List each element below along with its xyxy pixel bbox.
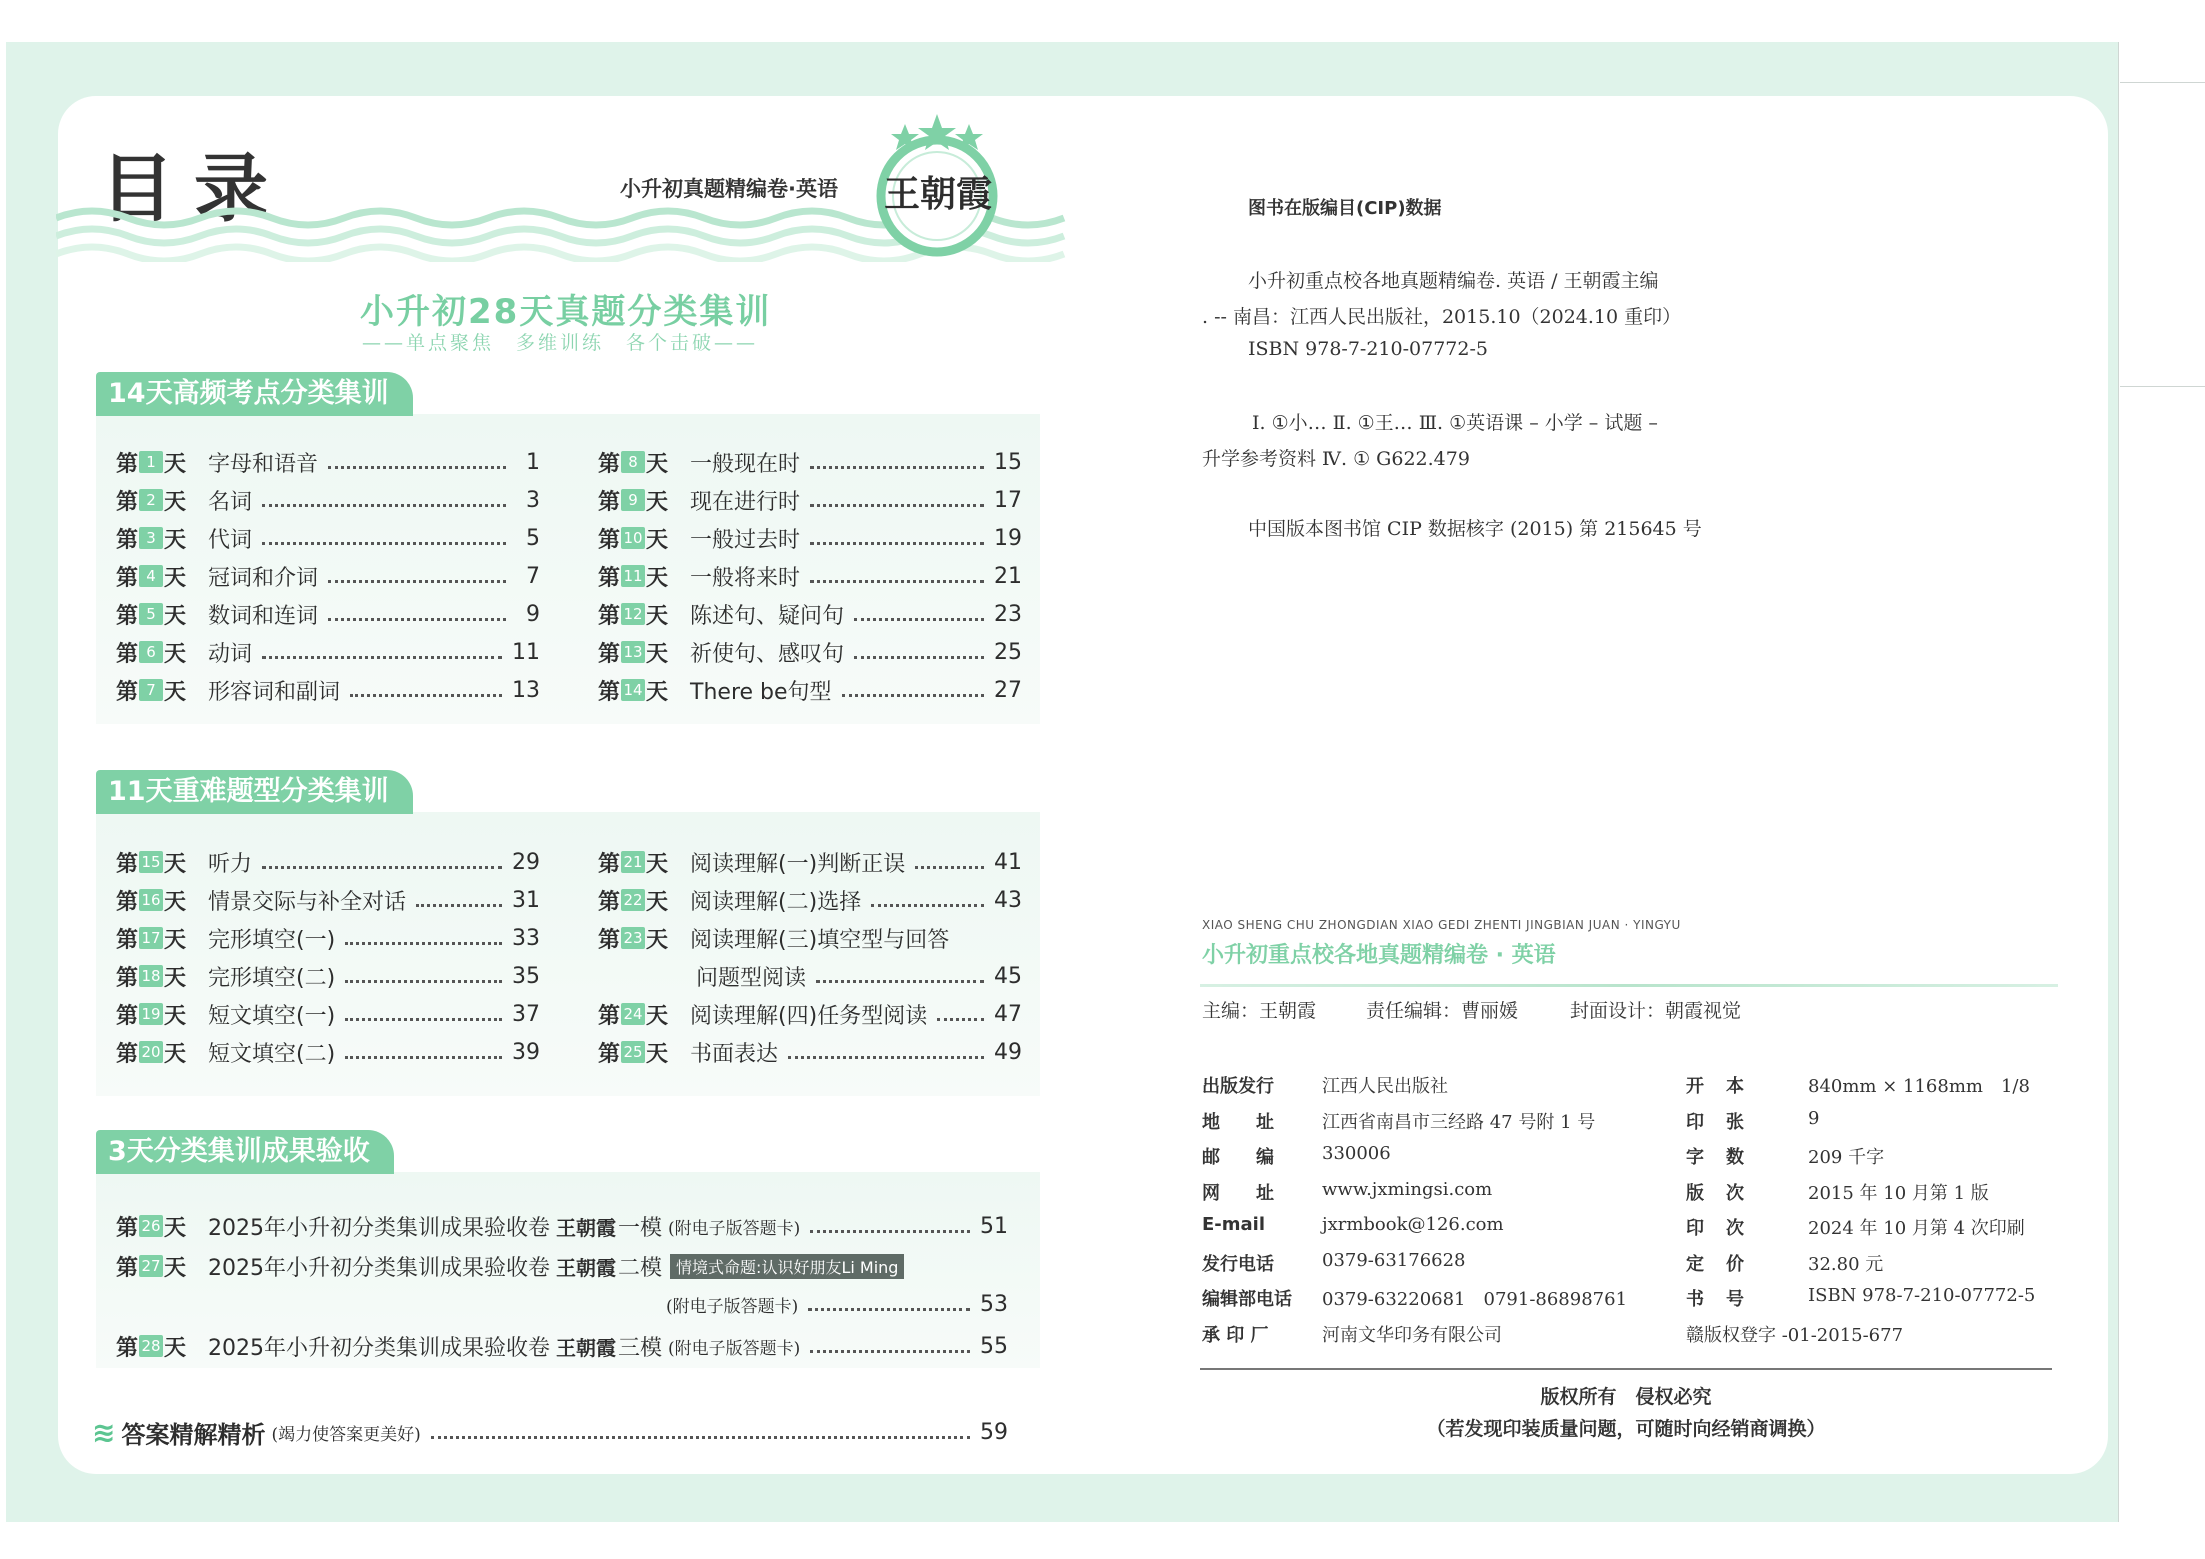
toc-entry-day-9[interactable] — [598, 484, 1022, 516]
day-suffix: 天 — [646, 565, 669, 591]
cip-line: 中国版本图书馆 CIP 数据核字 (2015) 第 215645 号 — [1248, 518, 1702, 540]
leader-dots — [854, 656, 984, 659]
day-prefix: 第 — [598, 927, 621, 953]
info-label: 邮 编 — [1202, 1147, 1274, 1168]
toc-entry-day-3[interactable] — [116, 522, 540, 554]
info-value: 0379-63220681 0791-86898761 — [1322, 1289, 1628, 1310]
page-number: 7 — [526, 563, 540, 589]
leader-dots — [871, 904, 984, 907]
page-number: 13 — [512, 677, 540, 703]
toc-entry-day-18[interactable] — [116, 960, 540, 992]
entry-topic: 陈述句、疑问句 — [690, 603, 845, 629]
page-number: 49 — [994, 1039, 1022, 1065]
entry-topic: 一般现在时 — [690, 451, 801, 477]
toc-entry-day-24[interactable] — [598, 998, 1022, 1030]
leader-dots — [810, 1230, 970, 1233]
day-number-badge: 10 — [621, 527, 645, 549]
entry-topic: 阅读理解(二)选择 — [690, 889, 862, 915]
day-prefix: 第 — [116, 889, 139, 915]
day-prefix: 第 — [598, 641, 621, 667]
leader-dots — [350, 694, 502, 697]
day-number-badge: 28 — [139, 1335, 163, 1357]
day-suffix: 天 — [164, 603, 187, 629]
day-prefix: 第 — [598, 851, 621, 877]
page-number: 59 — [980, 1419, 1008, 1445]
day-number-badge: 20 — [139, 1041, 163, 1063]
day-number-badge: 2 — [139, 489, 163, 511]
info-label: 印次 — [1686, 1218, 1766, 1239]
page-number: 45 — [994, 963, 1022, 989]
entry-topic: 阅读理解(四)任务型阅读 — [690, 1003, 928, 1029]
edge-line — [2120, 82, 2205, 83]
leader-dots — [345, 1056, 502, 1059]
day-number-badge: 19 — [139, 1003, 163, 1025]
page-number: 9 — [526, 601, 540, 627]
day-number-badge: 24 — [621, 1003, 645, 1025]
leader-dots — [842, 694, 984, 697]
toc-entry-day-22[interactable] — [598, 884, 1022, 916]
page-number: 43 — [994, 887, 1022, 913]
cip-line: Ⅰ. ①小… Ⅱ. ①王… Ⅲ. ①英语课 – 小学 – 试题 – — [1252, 412, 1658, 434]
day-suffix: 天 — [646, 527, 669, 553]
toc-entry-day-11[interactable] — [598, 560, 1022, 592]
entry-topic: 动词 — [208, 641, 253, 667]
page-number: 37 — [512, 1001, 540, 1027]
entry-topic: 数词和连词 — [208, 603, 319, 629]
leader-dots — [328, 580, 506, 583]
info-label: 承 印 厂 — [1202, 1324, 1269, 1346]
day-prefix: 第 — [598, 889, 621, 915]
day-number-badge: 21 — [621, 851, 645, 873]
section-banner: 11天重难题型分类集训 — [96, 770, 413, 814]
cip-line: 小升初重点校各地真题精编卷. 英语 / 王朝霞主编 — [1248, 270, 1659, 292]
day-number-badge: 17 — [139, 927, 163, 949]
day-number-badge: 7 — [139, 679, 163, 701]
info-value: 河南文华印务有限公司 — [1322, 1324, 1502, 1346]
info-label: 版次 — [1686, 1182, 1766, 1204]
day-prefix: 第 — [116, 1041, 139, 1067]
logo-text: 王朝霞 — [884, 173, 993, 215]
cip-line: . -- 南昌：江西人民出版社，2015.10（2024.10 重印） — [1202, 306, 1682, 328]
day-prefix: 第 — [598, 1041, 621, 1067]
divider — [1200, 984, 2058, 987]
info-value: 209 千字 — [1808, 1147, 1885, 1168]
toc-entry-day-5[interactable] — [116, 598, 540, 630]
leader-dots — [345, 1018, 502, 1021]
brand-mark: 王朝霞 — [556, 1215, 617, 1240]
entry-topic: 一般将来时 — [690, 565, 801, 591]
day-number-badge: 15 — [139, 851, 163, 873]
day-number-badge: 14 — [621, 679, 645, 701]
info-value: 0379-63176628 — [1322, 1249, 1466, 1271]
day-prefix: 第 — [116, 965, 139, 991]
page-number: 25 — [994, 639, 1022, 665]
answers-title: 答案精解精析 — [121, 1420, 266, 1449]
toc-entry-day-23[interactable] — [598, 922, 1022, 954]
day-number-badge: 25 — [621, 1041, 645, 1063]
info-value: 赣版权登字 -01-2015-677 — [1686, 1324, 1904, 1346]
day-suffix: 天 — [164, 1041, 187, 1067]
day-prefix: 第 — [116, 603, 139, 629]
day-prefix: 第 — [116, 679, 139, 705]
exam-note: (附电子版答题卡) — [666, 1296, 799, 1317]
exam-title: 2025年小升初分类集训成果验收卷 — [208, 1215, 551, 1241]
day-suffix: 天 — [164, 565, 187, 591]
day-suffix: 天 — [164, 641, 187, 667]
info-label: 地 址 — [1202, 1111, 1274, 1133]
day-prefix: 第 — [116, 1335, 139, 1361]
toc-entry-day-26[interactable] — [116, 1210, 1008, 1242]
day-suffix: 天 — [646, 603, 669, 629]
info-value: www.jxmingsi.com — [1322, 1178, 1493, 1200]
section-banner: 14天高频考点分类集训 — [96, 372, 413, 416]
day-number-badge: 5 — [139, 603, 163, 625]
exam-mode: 二模 — [618, 1255, 663, 1281]
entry-topic: 问题型阅读 — [696, 965, 807, 991]
day-prefix: 第 — [598, 603, 621, 629]
info-label: 网 址 — [1202, 1182, 1274, 1204]
day-prefix: 第 — [116, 565, 139, 591]
leader-dots — [328, 618, 506, 621]
entry-topic: There be句型 — [690, 679, 832, 705]
leader-dots — [810, 504, 984, 507]
main-title: 小升初28天真题分类集训 — [360, 292, 772, 332]
toc-entry-day-19[interactable] — [116, 998, 540, 1030]
editor-credit: 封面设计：朝霞视觉 — [1570, 1000, 1742, 1022]
day-prefix: 第 — [598, 451, 621, 477]
book-title: 小升初重点校各地真题精编卷 · 英语 — [1202, 943, 1556, 968]
exam-note: (附电子版答题卡) — [668, 1338, 801, 1359]
editor-credit: 主编：王朝霞 — [1202, 1000, 1317, 1022]
day-suffix: 天 — [164, 927, 187, 953]
toc-entry-day-21[interactable] — [598, 846, 1022, 878]
entry-topic: 阅读理解(三)填空型与回答 — [690, 927, 950, 953]
toc-entry-day-27[interactable] — [116, 1250, 1008, 1282]
leader-dots — [915, 866, 984, 869]
entry-topic: 完形填空(二) — [208, 965, 336, 991]
day-prefix: 第 — [598, 527, 621, 553]
entry-topic: 情景交际与补全对话 — [208, 889, 407, 915]
copyright-line: 版权所有 侵权必究 — [1540, 1386, 1712, 1408]
page-number: 27 — [994, 677, 1022, 703]
leader-dots — [416, 904, 502, 907]
leader-dots — [345, 942, 502, 945]
info-value: 32.80 元 — [1808, 1253, 1884, 1275]
page-number: 39 — [512, 1039, 540, 1065]
toc-entry-day-17[interactable] — [116, 922, 540, 954]
cip-line: ISBN 978-7-210-07772-5 — [1248, 338, 1488, 360]
day-number-badge: 27 — [139, 1255, 163, 1277]
answers-entry[interactable] — [92, 1416, 1008, 1448]
day-suffix: 天 — [164, 965, 187, 991]
leader-dots — [808, 1308, 970, 1311]
leader-dots — [854, 618, 984, 621]
day-prefix: 第 — [116, 1255, 139, 1281]
day-suffix: 天 — [646, 1041, 669, 1067]
toc-entry-day-7[interactable] — [116, 674, 540, 706]
toc-entry-day-10[interactable] — [598, 522, 1022, 554]
toc-title: 目录 — [100, 146, 288, 232]
page-number: 21 — [994, 563, 1022, 589]
day-number-badge: 8 — [621, 451, 645, 473]
series-label: 小升初真题精编卷·英语 — [620, 177, 838, 201]
day-suffix: 天 — [646, 851, 669, 877]
page-number: 41 — [994, 849, 1022, 875]
info-label: 字数 — [1686, 1147, 1766, 1168]
entry-topic: 听力 — [208, 851, 253, 877]
page-number: 11 — [512, 639, 540, 665]
day-suffix: 天 — [164, 679, 187, 705]
toc-entry-day-8[interactable] — [598, 446, 1022, 478]
day-prefix: 第 — [116, 641, 139, 667]
info-value: 江西省南昌市三经路 47 号附 1 号 — [1322, 1111, 1596, 1133]
info-label: 书号 — [1686, 1289, 1766, 1310]
entry-topic: 字母和语音 — [208, 451, 319, 477]
toc-entry-day-14[interactable] — [598, 674, 1022, 706]
leader-dots — [262, 504, 506, 507]
entry-topic: 现在进行时 — [690, 489, 801, 515]
notice-line: （若发现印装质量问题，可随时向经销商调换） — [1426, 1418, 1826, 1440]
day-suffix: 天 — [646, 927, 669, 953]
day-suffix: 天 — [164, 1003, 187, 1029]
day-suffix: 天 — [164, 851, 187, 877]
page-number: 51 — [980, 1213, 1008, 1239]
exam-mode: 三模 — [618, 1335, 663, 1361]
day-number-badge: 4 — [139, 565, 163, 587]
toc-entry-day-6[interactable] — [116, 636, 540, 668]
page-number: 17 — [994, 487, 1022, 513]
day-suffix: 天 — [164, 889, 187, 915]
leader-dots — [262, 656, 502, 659]
exam-title: 2025年小升初分类集训成果验收卷 — [208, 1335, 551, 1361]
leader-dots — [262, 542, 506, 545]
day-number-badge: 16 — [139, 889, 163, 911]
info-label: E-mail — [1202, 1214, 1266, 1235]
info-label: 出版发行 — [1202, 1076, 1274, 1097]
info-value: ISBN 978-7-210-07772-5 — [1808, 1285, 2036, 1306]
day-number-badge: 6 — [139, 641, 163, 663]
day-suffix: 天 — [646, 889, 669, 915]
toc-entry-day-25[interactable] — [598, 1036, 1022, 1068]
toc-entry-day-4[interactable] — [116, 560, 540, 592]
leader-dots — [328, 466, 506, 469]
day-number-badge: 1 — [139, 451, 163, 473]
page-number: 19 — [994, 525, 1022, 551]
page-number: 55 — [980, 1333, 1008, 1359]
leader-dots — [262, 866, 502, 869]
day-prefix: 第 — [598, 1003, 621, 1029]
leader-dots — [810, 1350, 970, 1353]
entry-topic: 形容词和副词 — [208, 679, 341, 705]
cip-line: 升学参考资料 Ⅳ. ① G622.479 — [1202, 448, 1470, 470]
day-suffix: 天 — [646, 489, 669, 515]
editor-credit: 责任编辑：曹丽媛 — [1366, 1000, 1519, 1022]
info-value: jxrmbook@126.com — [1322, 1214, 1504, 1235]
info-value: 2015 年 10 月第 1 版 — [1808, 1182, 1989, 1204]
day-suffix: 天 — [164, 1335, 187, 1361]
day-number-badge: 3 — [139, 527, 163, 549]
cip-heading: 图书在版编目(CIP)数据 — [1248, 198, 1442, 219]
day-number-badge: 23 — [621, 927, 645, 949]
title-pinyin: XIAO SHENG CHU ZHONGDIAN XIAO GEDI ZHENTI JINGBIAN JUAN · YINGYU — [1202, 918, 1681, 932]
day-suffix: 天 — [646, 641, 669, 667]
page-number: 15 — [994, 449, 1022, 475]
entry-topic: 阅读理解(一)判断正误 — [690, 851, 906, 877]
page-number: 1 — [526, 449, 540, 475]
page-number: 33 — [512, 925, 540, 951]
day-suffix: 天 — [164, 451, 187, 477]
day-prefix: 第 — [116, 527, 139, 553]
day-suffix: 天 — [164, 1255, 187, 1281]
toc-entry-day-2[interactable] — [116, 484, 540, 516]
page-number: 5 — [526, 525, 540, 551]
toc-entry-day-cont[interactable] — [598, 960, 1022, 992]
info-value: 2024 年 10 月第 4 次印刷 — [1808, 1218, 2025, 1239]
day-suffix: 天 — [646, 679, 669, 705]
toc-entry-day-16[interactable] — [116, 884, 540, 916]
page-number: 53 — [980, 1291, 1008, 1317]
entry-topic: 完形填空(一) — [208, 927, 336, 953]
exam-note: (附电子版答题卡) — [668, 1218, 801, 1239]
day-number-badge: 26 — [139, 1215, 163, 1237]
page-number: 29 — [512, 849, 540, 875]
edge-line — [2118, 42, 2119, 1522]
brand-mark: 王朝霞 — [556, 1335, 617, 1360]
toc-entry-day-28[interactable] — [116, 1330, 1008, 1362]
page-number: 23 — [994, 601, 1022, 627]
info-value: 840mm × 1168mm 1/8 — [1808, 1076, 2030, 1097]
info-value: 江西人民出版社 — [1322, 1076, 1448, 1097]
entry-topic: 名词 — [208, 489, 253, 515]
answers-note: (竭力使答案更美好) — [271, 1424, 421, 1445]
divider — [1200, 1368, 2052, 1370]
day-number-badge: 12 — [621, 603, 645, 625]
day-prefix: 第 — [116, 451, 139, 477]
toc-entry-day-1[interactable] — [116, 446, 540, 478]
leader-dots — [810, 580, 984, 583]
day-prefix: 第 — [116, 1003, 139, 1029]
entry-topic: 冠词和介词 — [208, 565, 319, 591]
day-prefix: 第 — [116, 1215, 139, 1241]
leader-dots — [937, 1018, 984, 1021]
day-prefix: 第 — [116, 927, 139, 953]
toc-entry-day-13[interactable] — [598, 636, 1022, 668]
info-label: 编辑部电话 — [1202, 1289, 1292, 1310]
page-number: 47 — [994, 1001, 1022, 1027]
day-prefix: 第 — [598, 489, 621, 515]
entry-topic: 一般过去时 — [690, 527, 801, 553]
section-banner: 3天分类集训成果验收 — [96, 1130, 394, 1174]
day-prefix: 第 — [116, 489, 139, 515]
day-number-badge: 13 — [621, 641, 645, 663]
entry-topic: 短文填空(一) — [208, 1003, 336, 1029]
leader-dots — [810, 542, 984, 545]
day-suffix: 天 — [646, 1003, 669, 1029]
exam-mode: 一模 — [618, 1215, 663, 1241]
day-prefix: 第 — [598, 565, 621, 591]
page-number: 3 — [526, 487, 540, 513]
page-number: 31 — [512, 887, 540, 913]
toc-entry-day-20[interactable] — [116, 1036, 540, 1068]
leader-dots — [810, 466, 984, 469]
toc-entry-day-12[interactable] — [598, 598, 1022, 630]
leader-dots — [816, 980, 984, 983]
leader-dots — [345, 980, 502, 983]
edge-line — [2120, 386, 2205, 387]
day-number-badge: 9 — [621, 489, 645, 511]
day-suffix: 天 — [164, 527, 187, 553]
day-number-badge: 11 — [621, 565, 645, 587]
day-number-badge: 18 — [139, 965, 163, 987]
page-number: 35 — [512, 963, 540, 989]
scenario-tag: 情境式命题:认识好朋友Li Ming — [670, 1254, 904, 1279]
info-label: 定价 — [1686, 1253, 1766, 1275]
day-prefix: 第 — [598, 679, 621, 705]
info-label: 开本 — [1686, 1076, 1766, 1097]
info-value: 330006 — [1322, 1143, 1391, 1164]
info-label: 发行电话 — [1202, 1253, 1274, 1275]
exam-title: 2025年小升初分类集训成果验收卷 — [208, 1255, 551, 1281]
info-label: 印张 — [1686, 1111, 1766, 1133]
entry-topic: 书面表达 — [690, 1041, 779, 1067]
answers-icon: ≋ — [92, 1415, 116, 1449]
toc-entry-day-15[interactable] — [116, 846, 540, 878]
day-number-badge: 22 — [621, 889, 645, 911]
leader-dots — [431, 1436, 970, 1439]
day-suffix: 天 — [164, 489, 187, 515]
toc-entry-day-27-cont[interactable] — [660, 1288, 1008, 1320]
main-subtitle: ——单点聚焦 多维训练 各个击破—— — [362, 332, 759, 354]
day-prefix: 第 — [116, 851, 139, 877]
entry-topic: 祈使句、感叹句 — [690, 641, 845, 667]
day-suffix: 天 — [164, 1215, 187, 1241]
entry-topic: 短文填空(二) — [208, 1041, 336, 1067]
day-suffix: 天 — [646, 451, 669, 477]
leader-dots — [788, 1056, 984, 1059]
brand-mark: 王朝霞 — [556, 1255, 617, 1280]
info-value: 9 — [1808, 1107, 1820, 1129]
entry-topic: 代词 — [208, 527, 253, 553]
